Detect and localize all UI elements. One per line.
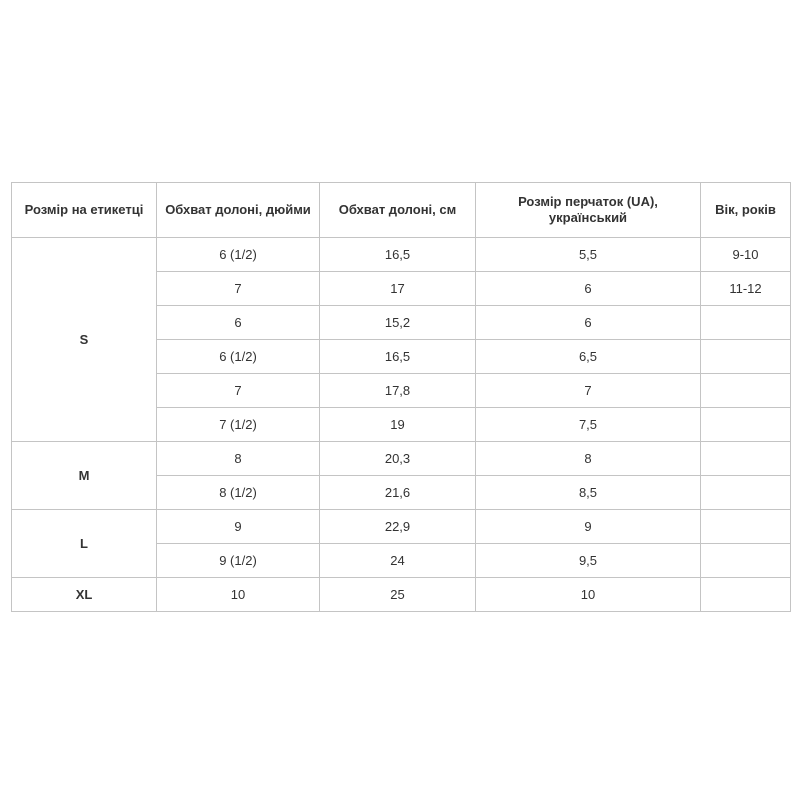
age-cell [701,578,791,612]
palm-cm-cell: 17 [320,272,476,306]
table-row [12,238,791,272]
header-label-size: Розмір на етикетці [12,183,157,238]
glove-size-cell: 9 [476,510,701,544]
size-label-cell: S [12,238,157,442]
size-label-cell: XL [12,578,157,612]
palm-inches-cell: 10 [157,578,320,612]
glove-size-cell: 8,5 [476,476,701,510]
palm-cm-cell: 19 [320,408,476,442]
palm-cm-cell: 21,6 [320,476,476,510]
palm-cm-cell: 17,8 [320,374,476,408]
glove-size-cell: 9,5 [476,544,701,578]
age-cell [701,374,791,408]
glove-size-table [11,182,791,612]
palm-inches-cell: 8 [157,442,320,476]
palm-inches-cell: 8 (1/2) [157,476,320,510]
palm-cm-cell: 15,2 [320,306,476,340]
table-header-row [12,183,791,238]
size-label-cell: M [12,442,157,510]
header-palm-inches: Обхват долоні, дюйми [157,183,320,238]
header-palm-cm: Обхват долоні, см [320,183,476,238]
table-row [12,510,791,544]
age-cell [701,544,791,578]
glove-size-cell: 6,5 [476,340,701,374]
age-cell [701,306,791,340]
glove-size-cell: 5,5 [476,238,701,272]
size-label-cell: L [12,510,157,578]
palm-cm-cell: 25 [320,578,476,612]
palm-cm-cell: 16,5 [320,238,476,272]
palm-inches-cell: 9 (1/2) [157,544,320,578]
glove-size-cell: 6 [476,272,701,306]
age-cell [701,340,791,374]
palm-inches-cell: 9 [157,510,320,544]
age-cell [701,510,791,544]
header-age: Вік, років [701,183,791,238]
glove-size-cell: 8 [476,442,701,476]
palm-cm-cell: 24 [320,544,476,578]
age-cell [701,408,791,442]
table-row [12,442,791,476]
age-cell [701,476,791,510]
palm-inches-cell: 7 (1/2) [157,408,320,442]
palm-cm-cell: 16,5 [320,340,476,374]
glove-size-cell: 6 [476,306,701,340]
glove-size-cell: 7,5 [476,408,701,442]
age-cell: 9-10 [701,238,791,272]
palm-cm-cell: 20,3 [320,442,476,476]
palm-inches-cell: 6 [157,306,320,340]
palm-inches-cell: 7 [157,374,320,408]
age-cell: 11-12 [701,272,791,306]
palm-inches-cell: 6 (1/2) [157,340,320,374]
table-row [12,578,791,612]
age-cell [701,442,791,476]
palm-inches-cell: 7 [157,272,320,306]
palm-inches-cell: 6 (1/2) [157,238,320,272]
glove-size-cell: 7 [476,374,701,408]
header-glove-size-ua: Розмір перчаток (UA), український [476,183,701,238]
palm-cm-cell: 22,9 [320,510,476,544]
glove-size-cell: 10 [476,578,701,612]
